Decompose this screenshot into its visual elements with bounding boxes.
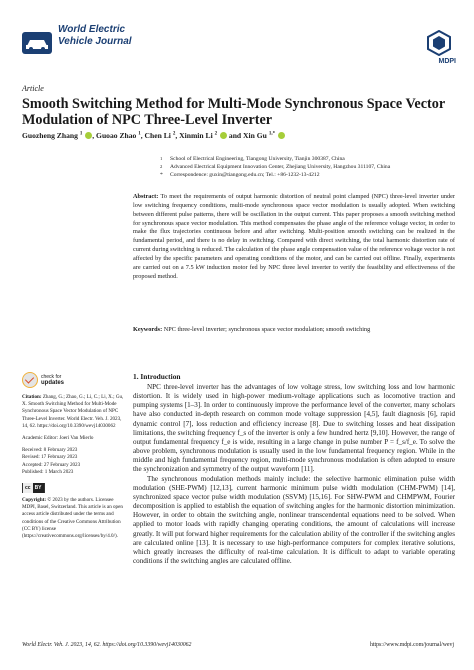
citation	[22, 394, 124, 430]
correspondence-mark: *	[160, 172, 163, 179]
author-list: Guozheng Zhang $^1$ , Guoao Zhao $^1$, Chen Li $^2$, Xinmin Li $^2$ and Xin Gu $^{1,*}$	[22, 131, 452, 140]
article-sidebar	[22, 372, 124, 545]
affiliation-text: School of Electrical Engineering, Tiangong University, Tianjin 300387, China	[170, 156, 345, 162]
cc-label: cc	[25, 485, 31, 492]
section-heading: 1. Introduction	[133, 372, 181, 381]
check-updates-icon	[22, 372, 38, 388]
copyright	[22, 497, 124, 540]
copyright-text: © 2023 by the authors. Licensee MDPI, Basel, Switzerland. This article is an open access article distributed under the terms and conditions of the Creative Commons Attribution (CC BY) license (https://creativecommons.org/licenses/by/4.0/).	[22, 497, 123, 540]
mdpi-logo-icon[interactable]	[426, 30, 452, 56]
affiliation-number: 2	[160, 164, 163, 170]
author-name[interactable]: Chen Li	[144, 131, 171, 140]
article-type: Article	[22, 84, 44, 93]
affiliation-item	[160, 163, 460, 171]
author-affiliation-mark: 1,*	[268, 131, 276, 137]
body-paragraph: NPC three-level inverter has the advantages of low voltage stress, low switching loss and low harmonic distortion. It is widely used in high-power medium-voltage applications such as locomotive traction and pumping systems [1–3]. In order to continuously improve the performance level of the converter, many scholars have also conducted in-depth research on common mode voltage suppression [4,5], fault diagnosis [6], rapid dynamic control [7], loss reduction and efficiency increase [8]. Due to switching losses and heat dissipation limitations, the switching frequency f_s of the inverter is only a few hundred hertz [9,10]. However, the range of output fundamental frequency f_e is wide, resulting in a large change in pulse number P = f_s/f_e. To solve the above problem, synchronous modulation is usually used in the low fundamental frequency region. While in the middle and high fundamental frequency region, multi-mode synchronous modulation is often adopted to ensure the synchronization and symmetry of the output waveform [11].	[133, 383, 455, 474]
dates	[22, 447, 124, 476]
introduction-body	[133, 383, 455, 566]
journal-name-line1: World Electric	[58, 24, 126, 35]
keywords-label: Keywords:	[133, 326, 163, 333]
check-updates-label	[41, 374, 64, 386]
citation-label: Citation:	[22, 394, 42, 400]
affiliation-text: Advanced Electrical Equipment Innovation Center, Zhejiang University, Hangzhou 311107, China	[170, 164, 391, 171]
journal-header	[22, 24, 456, 74]
revised-date: Revised: 17 February 2023	[22, 454, 78, 461]
publisher-name: MDPI	[438, 58, 456, 65]
journal-name-line2: Vehicle Journal	[58, 36, 132, 47]
car-icon	[22, 32, 52, 54]
orcid-icon[interactable]	[278, 132, 285, 139]
correspondence	[160, 171, 460, 179]
orcid-icon[interactable]	[220, 132, 227, 139]
received-date: Received: 8 February 2023	[22, 447, 78, 454]
orcid-icon[interactable]	[85, 132, 92, 139]
author-name[interactable]: Xin Gu	[243, 131, 267, 140]
footer-journal-citation[interactable]: World Electr. Veh. J. 2023, 14, 62. https://doi.org/10.3390/wevj14030062	[22, 642, 192, 648]
keywords	[133, 326, 455, 335]
cc-by-license-icon[interactable]	[22, 483, 45, 493]
abstract-text: To meet the requirements of output harmonic distortion of neutral point clamped (NPC) three-level inverter under low switching frequency conditions, multi-mode synchronous space vector modulation is usually adopted. When switching between different pulse patterns, there will be oscillation in the output current. This paper proposes a smooth switching method for synchronous space vector modulation. This method compensates the phase angle of the reference voltage vector, in order to make the flux trajectories continuous before and after switching. Multi-position smooth switching can be realized in the fundamental period, and there is no delay in switching. Compared with direct switching, the total harmonic distortion rate of current during switching is reduced. The calculation of the phase angle compensation value of the reference voltage vector is not affected by the specific parameters and operating conditions of the motor, and can be carried out offline. Finally, experiments are carried out on a 7.5 kW induction motor fed by NPC three level inverter to verify the feasibility and effectiveness of the proposed method.	[133, 193, 456, 280]
abstract	[133, 193, 455, 281]
author-name[interactable]: Xinmin Li	[179, 131, 213, 140]
journal-name[interactable]	[58, 24, 132, 48]
affiliation-item	[160, 155, 460, 163]
paper-title: Smooth Switching Method for Multi-Mode Synchronous Space Vector Modulation of NPC Three-Level Inverter	[22, 96, 445, 128]
accepted-date: Accepted: 27 February 2023	[22, 461, 81, 468]
author-name[interactable]: Guoao Zhao	[96, 131, 137, 140]
keywords-text: NPC three-level inverter; synchronous space vector modulation; smooth switching	[163, 326, 371, 333]
author-affiliation-mark: 2	[172, 131, 176, 137]
footer-journal-url[interactable]: https://www.mdpi.com/journal/wevj	[370, 642, 454, 648]
correspondence-text[interactable]: Correspondence: guxin@tiangong.edu.cn; Tel.: +86-1232-13-4212	[170, 172, 320, 179]
check-updates-top: check for	[41, 374, 62, 380]
author-affiliation-mark: 2	[214, 131, 218, 137]
copyright-label: Copyright:	[22, 497, 47, 504]
citation-text[interactable]: Zhang, G.; Zhao, G.; Li, C.; Li, X.; Gu, X. Smooth Switching Method for Multi-Mode Synchronous Space Vector Modulation of NPC Three-Level Inverter. World Electr. Veh. J. 2023, 14, 62. https://doi.org/10.3390/wevj14030062	[22, 394, 124, 429]
page-footer	[22, 642, 454, 648]
author-affiliation-mark: 1	[79, 131, 83, 137]
by-label: BY	[34, 485, 42, 492]
abstract-label: Abstract:	[133, 193, 159, 200]
check-updates-bottom: updates	[41, 380, 65, 386]
affiliations	[160, 155, 460, 180]
check-for-updates-button[interactable]	[22, 372, 124, 388]
affiliation-number: 1	[160, 156, 163, 161]
body-paragraph: The synchronous modulation methods mainly include: the selective harmonic elimination pulse width modulation (SHE-PWM) [12,13], current harmonic minimum pulse width modulation (CHM-PWM) [14], synchronized space vector pulse width modulation (SSVM) [15,16]. For SHW-PWM and CHMPWM, Fourier decomposition is applied to establish the equation of switching angles for the harmonic distortion minimization. However, in order to obtain the switching angle, nonlinear transcendental equations need to be solved. When applied to motor loads with rapidly changing operating conditions, the amount of calculations will increase greatly. It will put forward higher requirements for the calculation ability of the controller if the switching angles are calculated online [13]. It is necessary to use high-performance computers for complex iterative solutions, which greatly increases the difficulty of real-time calculation. It is difficult to adapt to variable operating conditions if the switching angles are calculated offline.	[133, 474, 455, 565]
academic-editor: Academic Editor: Joeri Van Mierlo	[22, 435, 94, 442]
author-name[interactable]: Guozheng Zhang	[22, 131, 78, 140]
author-affiliation-mark: 1	[138, 131, 141, 137]
published-date: Published: 1 March 2023	[22, 468, 74, 475]
